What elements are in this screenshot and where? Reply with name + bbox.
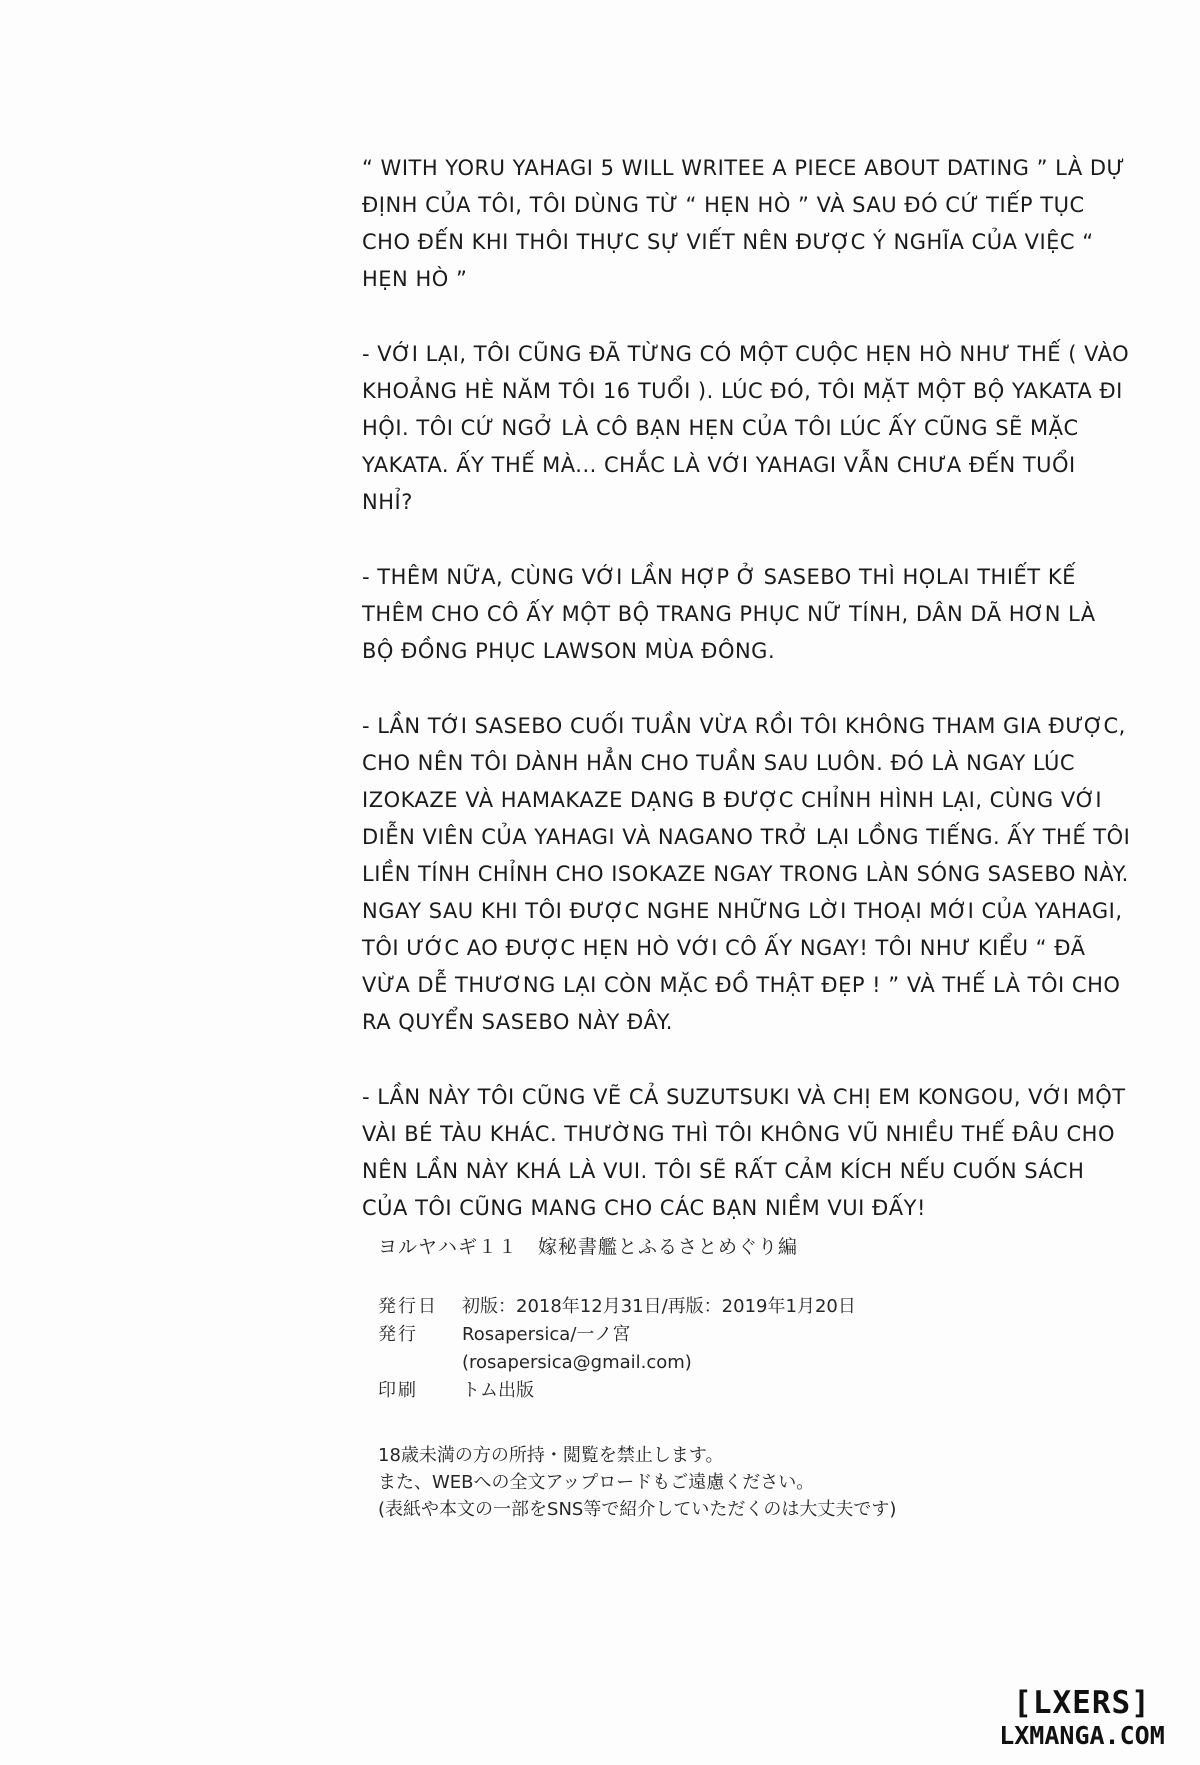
printer-row (378, 1377, 856, 1405)
age-restriction-notice (378, 1442, 1078, 1523)
author-notes (362, 150, 1132, 1265)
publication-date-label: 発行日 (378, 1296, 438, 1317)
note-paragraph-1: “ WITH YORU YAHAGI 5 WILL WRITEE A PIECE ABOUT DATING ” LÀ DỰ ĐỊNH CỦA TÔI, TÔI DÙNG TỪ “ HẸN HÒ ” VÀ SAU ĐÓ CỨ TIẾP TỤC CHO ĐẾN KHI THÔI THỰC SỰ VIẾT NÊN ĐƯỢC Ý NGHĨA CỦA VIỆC “ HẸN HÒ ” (362, 156, 1126, 291)
watermark-line-1: [LXERS] (1013, 1685, 1151, 1721)
site-watermark (982, 1685, 1182, 1751)
watermark-line-2: LXMANGA.COM (999, 1721, 1165, 1750)
publisher-email-row (378, 1349, 856, 1377)
colophon (378, 1232, 1078, 1405)
notice-line-1: 18歳未満の方の所持・閲覧を禁止します。 (378, 1445, 724, 1466)
publisher-label: 発行 (378, 1324, 418, 1345)
notice-line-2: また、WEBへの全文アップロードもご遠慮ください。 (378, 1472, 815, 1493)
publication-date-value: 初版：2018年12月31日/再版：2019年1月20日 (462, 1296, 856, 1317)
book-title: ヨルヤハギ１１ 嫁秘書艦とふるさとめぐり編 (378, 1236, 799, 1258)
publication-info-table (378, 1293, 856, 1405)
publisher-value: Rosapersica/一ノ宮 (462, 1324, 631, 1345)
note-paragraph-3: - THÊM NỮA, CÙNG VỚI LẦN HỢP Ở SASEBO THÌ HỌLAI THIẾT KẾ THÊM CHO CÔ ẤY MỘT BỘ TRANG PHỤC NỮ TÍNH, DÂN DÃ HƠN LÀ BỘ ĐỒNG PHỤC LAWSON MÙA ĐÔNG. (362, 565, 1096, 663)
note-paragraph-4: - LẦN TỚI SASEBO CUỐI TUẦN VỪA RỒI TÔI KHÔNG THAM GIA ĐƯỢC, CHO NÊN TÔI DÀNH HẲN CHO TUẦN SAU LUÔN. ĐÓ LÀ NGAY LÚC IZOKAZE VÀ HAMAKAZE DẠNG B ĐƯỢC CHỈNH HÌNH LẠI, CÙNG VỚI DIỄN VIÊN CỦA YAHAGI VÀ NAGANO TRỞ LẠI LỒNG TIẾNG. ẤY THẾ TÔI LIỀN TÍNH CHỈNH CHO ISOKAZE NGAY TRONG LÀN SÓNG SASEBO NÀY. NGAY SAU KHI TÔI ĐƯỢC NGHE NHỮNG LỜI THOẠI MỚI CỦA YAHAGI, TÔI ƯỚC AO ĐƯỢC HẸN HÒ VỚI CÔ ẤY NGAY! TÔI NHƯ KIỂU “ ĐÃ VỪA DỄ THƯƠNG LẠI CÒN MẶC ĐỒ THẬT ĐẸP ! ” VÀ THẾ LÀ TÔI CHO RA QUYỂN SASEBO NÀY ĐÂY. (362, 714, 1131, 1034)
note-paragraph-5: - LẦN NÀY TÔI CŨNG VẼ CẢ SUZUTSUKI VÀ CHỊ EM KONGOU, VỚI MỘT VÀI BÉ TÀU KHÁC. THƯỜNG THÌ TÔI KHÔNG VŨ NHIỀU THẾ ĐÂU CHO NÊN LẦN NÀY KHÁ LÀ VUI. TÔI SẼ RẤT CẢM KÍCH NẾU CUỐN SÁCH CỦA TÔI CŨNG MANG CHO CÁC BẠN NIỀM VUI ĐẤY! (362, 1085, 1126, 1220)
publisher-email-value: (rosapersica@gmail.com) (462, 1352, 692, 1373)
notice-line-3: (表紙や本文の一部をSNS等で紹介していただくのは大丈夫です) (378, 1499, 897, 1520)
note-paragraph-2: - VỚI LẠI, TÔI CŨNG ĐÃ TỪNG CÓ MỘT CUỘC HẸN HÒ NHƯ THẾ ( VÀO KHOẢNG HÈ NĂM TÔI 16 TUỔI ). LÚC ĐÓ, TÔI MẶT MỘT BỘ YAKATA ĐI HỘI. TÔI CỨ NGỞ LÀ CÔ BẠN HẸN CỦA TÔI LÚC ẤY CŨNG SẼ MẶC YAKATA. ẤY THẾ MÀ... CHẮC LÀ VỚI YAHAGI VẪN CHƯA ĐẾN TUỔI NHỈ? (362, 342, 1130, 514)
publication-date-row (378, 1293, 856, 1321)
printer-value: トム出版 (462, 1380, 534, 1401)
publisher-email-label (378, 1349, 462, 1377)
printer-label: 印刷 (378, 1380, 418, 1401)
publisher-row (378, 1321, 856, 1349)
